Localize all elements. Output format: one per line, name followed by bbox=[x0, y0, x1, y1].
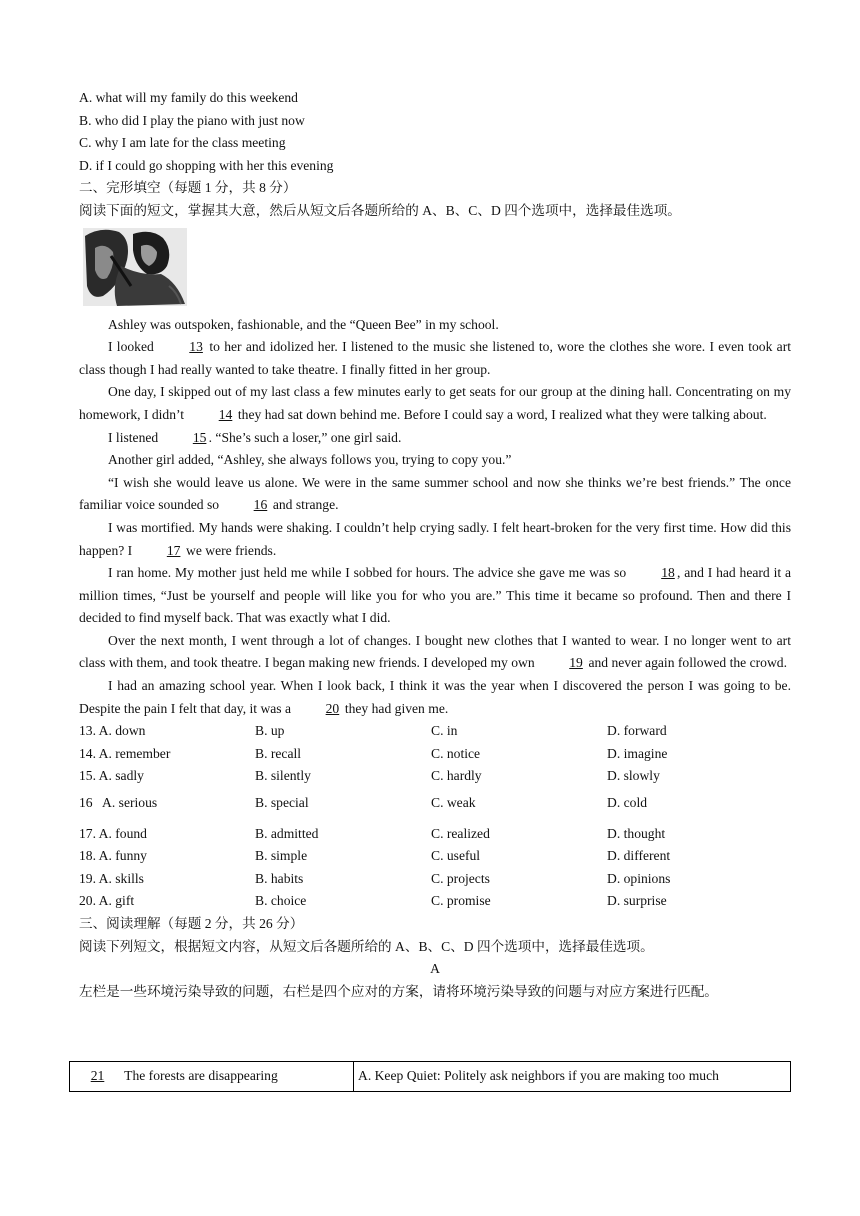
passage-paragraph bbox=[79, 472, 791, 517]
blank-19[interactable]: 19 bbox=[569, 655, 583, 671]
option-a[interactable]: 19. A. skills bbox=[79, 870, 144, 886]
option-b[interactable]: B. silently bbox=[255, 768, 311, 784]
option-a[interactable]: 18. A. funny bbox=[79, 848, 147, 864]
blank-14[interactable]: 14 bbox=[218, 406, 233, 422]
option-d[interactable]: D. opinions bbox=[607, 870, 671, 886]
option-line: B. who did I play the piano with just now bbox=[79, 112, 305, 128]
question-options-16 bbox=[79, 792, 791, 815]
table-row bbox=[70, 1062, 791, 1092]
question-options-14 bbox=[79, 743, 791, 766]
question-options-17 bbox=[79, 823, 791, 846]
option-c[interactable]: C. notice bbox=[431, 745, 481, 761]
paragraph-text: . “She’s such a loser,” one girl said. bbox=[208, 429, 402, 445]
blank-21[interactable]: 21 bbox=[90, 1068, 105, 1084]
paragraph-text: and never again followed the crowd. bbox=[585, 655, 787, 671]
option-b[interactable]: B. choice bbox=[255, 893, 307, 909]
question-options-18 bbox=[79, 845, 791, 868]
matching-table bbox=[69, 1061, 791, 1092]
passage-paragraph bbox=[79, 314, 791, 337]
paragraph-text: Ashley was outspoken, fashionable, and the “Queen Bee” in my school. bbox=[108, 316, 499, 332]
option-line: D. if I could go shopping with her this evening bbox=[79, 157, 334, 173]
paragraph-text: “I wish she would leave us alone. We were in the same summer school and now she thinks we’re best friends.” The once familiar voice sounded so bbox=[79, 474, 791, 513]
section-heading: 二、完形填空（每题 1 分，共 8 分） bbox=[79, 180, 297, 196]
solution-cell: A. Keep Quiet: Politely ask neighbors if you are making too much bbox=[354, 1062, 791, 1092]
paragraph-text: to her and idolized her. I listened to the music she listened to, wore the clothes she wore. I even took art class though I had really wanted to take theatre. I finally fitted in her group. bbox=[79, 339, 791, 377]
question-options-19 bbox=[79, 868, 791, 891]
paragraph-text: Another girl added, “Ashley, she always follows you, trying to copy you.” bbox=[108, 452, 512, 468]
option-line: C. why I am late for the class meeting bbox=[79, 135, 286, 151]
paragraph-text: Over the next month, I went through a lot of changes. I bought new clothes that I wanted to wear. I no longer went to art class with them, and took theatre. I began making new friends. I developed my own bbox=[79, 632, 791, 671]
question-options-15 bbox=[79, 765, 791, 788]
part-label: A bbox=[430, 961, 440, 977]
section-instruction: 阅读下面的短文，掌握其大意，然后从短文后各题所给的 A、B、C、D 四个选项中，选择最佳选项。 bbox=[79, 202, 681, 218]
option-b[interactable]: B. up bbox=[255, 723, 285, 739]
passage-paragraph bbox=[79, 562, 791, 630]
paragraph-text: I looked bbox=[108, 339, 159, 355]
option-b[interactable]: B. simple bbox=[255, 848, 308, 864]
option-b[interactable]: B. admitted bbox=[255, 825, 319, 841]
blank-13[interactable]: 13 bbox=[189, 339, 203, 355]
section-instruction: 阅读下列短文，根据短文内容，从短文后各题所给的 A、B、C、D 四个选项中，选择最佳选项。 bbox=[79, 938, 654, 954]
passage-paragraph bbox=[79, 381, 791, 426]
option-a[interactable]: 20. A. gift bbox=[79, 893, 135, 909]
exam-page bbox=[79, 87, 791, 1003]
problem-text: The forests are disappearing bbox=[121, 1068, 278, 1084]
problem-cell bbox=[70, 1062, 354, 1092]
paragraph-text: and strange. bbox=[269, 497, 339, 513]
option-d[interactable]: D. slowly bbox=[607, 768, 660, 784]
option-a[interactable]: 15. A. sadly bbox=[79, 768, 144, 784]
option-line: A. what will my family do this weekend bbox=[79, 90, 298, 105]
blank-18[interactable]: 18 bbox=[661, 565, 675, 581]
option-c[interactable]: C. weak bbox=[431, 795, 476, 811]
option-a[interactable]: 13. A. down bbox=[79, 723, 146, 739]
paragraph-text: I was mortified. My hands were shaking. I couldn’t help crying sadly. I felt heart-broken for the very first time. How did this happen? I bbox=[79, 519, 791, 558]
blank-17[interactable]: 17 bbox=[166, 542, 181, 558]
option-c[interactable]: C. in bbox=[431, 723, 458, 739]
question-options-13 bbox=[79, 720, 791, 743]
passage-paragraph bbox=[79, 630, 791, 675]
option-d[interactable]: D. different bbox=[607, 848, 671, 864]
paragraph-text: One day, I skipped out of my last class a few minutes early to get seats for our group at the dining hall. Concentrating on my homework, I didn’t bbox=[79, 384, 791, 422]
passage-photo bbox=[81, 226, 189, 308]
option-d[interactable]: D. imagine bbox=[607, 745, 668, 761]
paragraph-text: they had sat down behind me. Before I could say a word, I realized what they were talking about. bbox=[234, 406, 767, 422]
option-c[interactable]: C. projects bbox=[431, 870, 490, 886]
option-a[interactable]: 14. A. remember bbox=[79, 745, 171, 761]
option-d[interactable]: D. forward bbox=[607, 723, 667, 739]
section-heading: 三、阅读理解（每题 2 分，共 26 分） bbox=[79, 916, 304, 931]
option-a[interactable]: 16 A. serious bbox=[79, 795, 158, 811]
passage-paragraph bbox=[79, 675, 791, 720]
paragraph-text: I had an amazing school year. When I look back, I think it was the year when I discovered the person I was going to be. Despite the pain I felt that day, it was a bbox=[79, 678, 791, 716]
option-b[interactable]: B. recall bbox=[255, 745, 302, 761]
paragraph-text: we were friends. bbox=[182, 542, 277, 558]
blank-15[interactable]: 15 bbox=[192, 429, 207, 445]
passage-paragraph bbox=[79, 336, 791, 381]
option-b[interactable]: B. special bbox=[255, 795, 309, 811]
paragraph-text: I ran home. My mother just held me while I sobbed for hours. The advice she gave me was so bbox=[108, 565, 630, 581]
option-d[interactable]: D. thought bbox=[607, 825, 666, 841]
option-c[interactable]: C. realized bbox=[431, 825, 490, 841]
option-a[interactable]: 17. A. found bbox=[79, 825, 147, 841]
option-d[interactable]: D. surprise bbox=[607, 893, 667, 909]
blank-16[interactable]: 16 bbox=[253, 497, 268, 513]
option-c[interactable]: C. useful bbox=[431, 848, 481, 864]
option-c[interactable]: C. hardly bbox=[431, 768, 482, 784]
option-c[interactable]: C. promise bbox=[431, 893, 491, 909]
paragraph-text: , and I had heard it a million times, “Just be yourself and people will like you for who you are.” This time it became so profound. Then and there I decided to find myself back. That was exactly what I did. bbox=[79, 565, 791, 626]
part-instruction: 左栏是一些环境污染导致的问题，右栏是四个应对的方案，请将环境污染导致的问题与对应方案进行匹配。 bbox=[79, 983, 718, 999]
paragraph-text: they had given me. bbox=[341, 700, 449, 716]
passage-paragraph bbox=[79, 427, 791, 450]
option-d[interactable]: D. cold bbox=[607, 795, 648, 811]
option-b[interactable]: B. habits bbox=[255, 870, 304, 886]
question-options-20 bbox=[79, 890, 791, 913]
blank-20[interactable]: 20 bbox=[325, 700, 340, 716]
passage-paragraph bbox=[79, 517, 791, 562]
passage-paragraph bbox=[79, 449, 791, 472]
paragraph-text: I listened bbox=[108, 429, 162, 445]
